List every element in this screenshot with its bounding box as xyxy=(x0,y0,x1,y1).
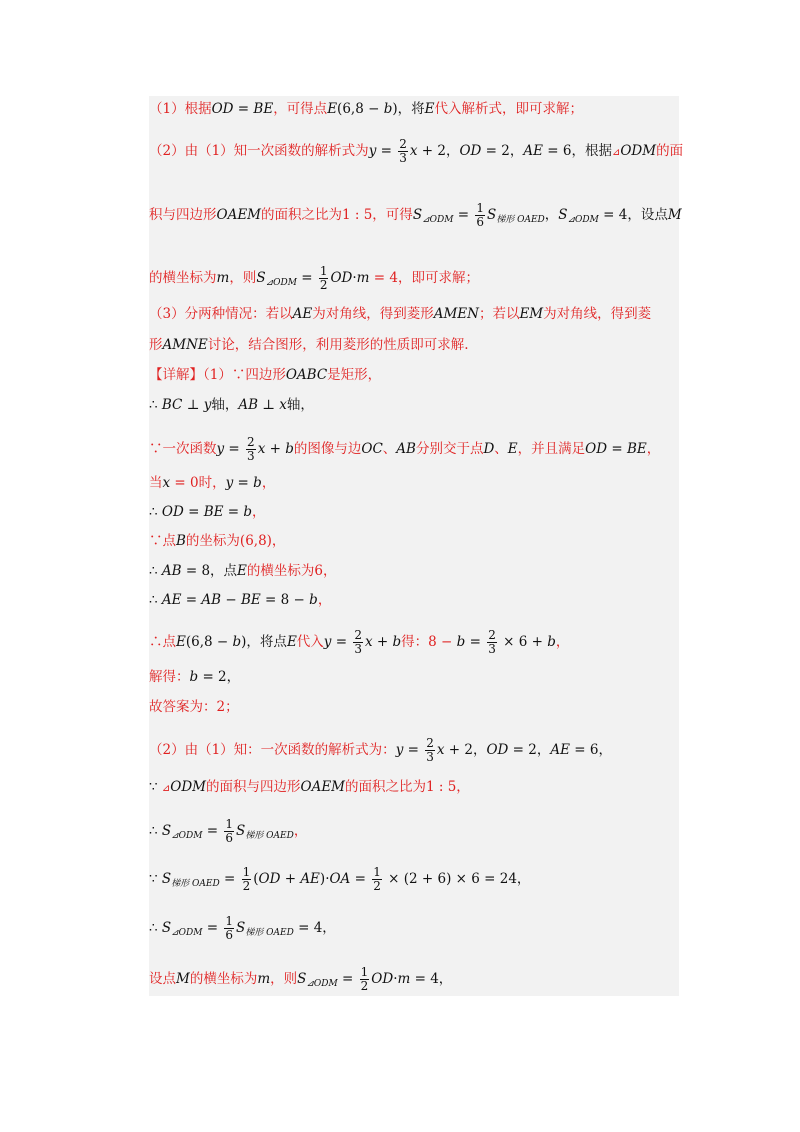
math-var: S xyxy=(161,920,172,936)
subscript: ⊿ODM xyxy=(171,928,203,938)
math-var: AE xyxy=(300,871,320,887)
math-expr: = 2， xyxy=(481,143,524,159)
math-var: x xyxy=(364,634,373,650)
text: = 0时， xyxy=(170,475,226,491)
math-var: OD xyxy=(486,742,509,758)
subscript: ⊿ODM xyxy=(306,979,338,989)
math-var: b xyxy=(232,634,242,650)
text: 代入解析式，即可求解； xyxy=(434,101,583,117)
text: 为对角线，得到菱 xyxy=(543,306,652,322)
fraction xyxy=(246,436,256,463)
math-var: b xyxy=(392,634,402,650)
fraction xyxy=(353,629,363,656)
numerator: 2 xyxy=(354,628,362,642)
math-op: · xyxy=(352,270,357,286)
detail-line-7 xyxy=(149,562,689,580)
text: 【详解】（1）∵四边形 xyxy=(149,367,286,383)
therefore-symbol: ∴ xyxy=(149,920,162,936)
math-op: ⊥ xyxy=(258,397,280,413)
denominator: 6 xyxy=(225,831,234,845)
detail-line-13 xyxy=(149,778,689,798)
text: ， xyxy=(317,592,332,608)
fraction xyxy=(224,915,234,942)
math-var: BE xyxy=(626,441,647,457)
math-var: S xyxy=(558,207,568,223)
math-expr: = 6， xyxy=(569,742,612,758)
because-symbol: ∵ xyxy=(149,871,162,887)
math-op: = xyxy=(337,971,358,987)
numerator: 2 xyxy=(488,628,496,642)
math-var: y xyxy=(216,441,225,457)
math-expr: = 4， xyxy=(410,971,453,987)
fraction xyxy=(372,866,382,893)
text: ∵点 xyxy=(149,533,176,549)
denominator: 3 xyxy=(354,642,362,656)
text: 设点 xyxy=(149,971,176,987)
math-var: OD xyxy=(585,441,608,457)
detail-line-10 xyxy=(149,668,689,686)
math-var: S xyxy=(236,920,246,936)
math-var: AE xyxy=(292,306,313,322)
math-expr: = 2， xyxy=(508,742,551,758)
detail-line-15 xyxy=(149,866,689,893)
detail-line-17 xyxy=(149,966,689,993)
math-var: BE xyxy=(240,592,261,608)
text: （2）由（1）知：一次函数的解析式为： xyxy=(149,742,396,758)
numerator: 2 xyxy=(399,137,407,151)
fraction xyxy=(487,629,497,656)
text: 的面积之比为1 : 5，可得 xyxy=(261,207,413,223)
text: = 8，点 xyxy=(181,563,238,579)
math-var: b xyxy=(547,634,556,650)
math-var: E xyxy=(176,634,186,650)
text: 的横坐标为 xyxy=(149,270,217,286)
math-var: OD xyxy=(330,270,353,286)
text: 代入 xyxy=(296,634,324,650)
math-op: = xyxy=(403,742,424,758)
subscript: 梯形 OAED xyxy=(496,215,545,225)
subscript: ⊿ODM xyxy=(422,215,454,225)
numerator: 1 xyxy=(360,965,369,979)
math-var: b xyxy=(456,634,466,650)
triangle-symbol: ⊿ xyxy=(161,783,171,794)
math-expr: (6,8 − xyxy=(185,634,233,650)
math-op: = xyxy=(233,101,254,117)
detail-line-2 xyxy=(149,396,689,414)
math-op: ， xyxy=(544,207,559,223)
text: ∵一次函数 xyxy=(149,441,217,457)
math-var: AB xyxy=(161,563,182,579)
numerator: 1 xyxy=(319,264,328,278)
math-var: EM xyxy=(519,306,544,322)
text: 是矩形， xyxy=(327,367,382,383)
math-var: OD xyxy=(211,101,234,117)
numerator: 1 xyxy=(225,914,234,928)
text: 讨论，结合图形，利用菱形的性质即可求解. xyxy=(207,337,469,353)
math-var: m xyxy=(216,270,230,286)
math-var: OABC xyxy=(285,367,328,383)
because-symbol: ∵ xyxy=(149,779,162,795)
math-op: + xyxy=(280,871,301,887)
math-var: x xyxy=(279,397,287,413)
detail-line-6 xyxy=(149,532,689,550)
math-var: m xyxy=(257,971,271,987)
math-var: OD xyxy=(258,871,281,887)
text: ，并且满足 xyxy=(517,441,586,457)
text: 轴， xyxy=(286,397,314,413)
text: ， xyxy=(261,475,276,491)
math-var: OAEM xyxy=(300,779,345,795)
math-var: y xyxy=(395,742,404,758)
math-var: M xyxy=(176,971,190,987)
analysis-line-1 xyxy=(149,100,689,118)
math-expr: = 8 − xyxy=(260,592,310,608)
math-var: AE xyxy=(550,742,570,758)
math-var: AE xyxy=(161,592,182,608)
analysis-line-2 xyxy=(149,138,689,165)
math-var: b xyxy=(189,669,199,685)
math-var: OD xyxy=(161,504,184,520)
numerator: 1 xyxy=(373,865,381,879)
text: ，可得点 xyxy=(273,101,328,117)
math-var: b xyxy=(285,441,294,457)
denominator: 2 xyxy=(373,879,381,893)
text: 、 xyxy=(494,441,508,457)
text: 分别交于点 xyxy=(415,441,484,457)
math-var: x xyxy=(436,742,445,758)
text: 得：8 − xyxy=(401,634,457,650)
detail-line-11 xyxy=(149,698,689,716)
math-op: = xyxy=(181,592,202,608)
math-var: E xyxy=(286,634,297,650)
text: （1）根据 xyxy=(149,101,212,117)
math-op: = xyxy=(202,920,223,936)
math-expr: = 2， xyxy=(198,669,241,685)
subscript: 梯形 OAED xyxy=(245,831,294,841)
fraction xyxy=(475,202,485,229)
text: 积与四边形 xyxy=(149,207,217,223)
math-op: · xyxy=(393,971,398,987)
denominator: 3 xyxy=(426,750,434,764)
math-var: AMEN xyxy=(433,306,479,322)
math-op: = xyxy=(183,504,204,520)
detail-line-16 xyxy=(149,915,689,942)
text: 当 xyxy=(149,475,163,491)
math-var: E xyxy=(327,101,338,117)
analysis-line-6 xyxy=(149,336,689,354)
math-var: b xyxy=(253,475,262,491)
detail-line-12 xyxy=(149,737,689,764)
math-var: OA xyxy=(329,871,351,887)
math-expr: (6,8 − xyxy=(337,101,384,117)
math-expr: )· xyxy=(319,871,330,887)
text: 的面积之比为1 : 5， xyxy=(345,779,470,795)
subscript: ⊿ODM xyxy=(567,215,599,225)
detail-line-1 xyxy=(149,366,689,384)
math-op: = xyxy=(350,871,371,887)
math-op: = xyxy=(607,441,627,457)
math-var: S xyxy=(236,823,246,839)
math-op: = xyxy=(376,143,397,159)
math-var: m xyxy=(397,971,411,987)
math-var: S xyxy=(297,971,307,987)
numerator: 1 xyxy=(225,817,234,831)
math-var: y xyxy=(203,397,212,413)
text: 为对角线，得到菱形 xyxy=(312,306,434,322)
math-op: = xyxy=(233,475,254,491)
detail-line-3 xyxy=(149,436,689,463)
text: 形 xyxy=(149,337,163,353)
text: 的面积与四边形 xyxy=(206,779,301,795)
math-var: OC xyxy=(361,441,383,457)
math-op: = xyxy=(223,504,244,520)
detail-line-8 xyxy=(149,591,689,609)
math-var: S xyxy=(161,871,172,887)
denominator: 2 xyxy=(242,879,251,893)
numerator: 2 xyxy=(247,435,255,449)
math-var: y xyxy=(225,475,234,491)
detail-line-9 xyxy=(149,629,689,656)
text: 解得： xyxy=(149,669,190,685)
math-var: AB xyxy=(201,592,222,608)
text: ， xyxy=(293,823,308,839)
text: 的图像与边 xyxy=(293,441,362,457)
text: ， xyxy=(555,634,570,650)
math-op: = xyxy=(453,207,474,223)
math-var: E xyxy=(237,563,247,579)
denominator: 3 xyxy=(488,642,496,656)
fraction xyxy=(242,866,252,893)
numerator: 1 xyxy=(242,865,251,879)
math-op: = xyxy=(219,871,240,887)
text: ，则 xyxy=(229,270,257,286)
math-op: = xyxy=(224,441,245,457)
math-var: ODM xyxy=(620,143,657,159)
math-expr: )，将 xyxy=(392,101,425,117)
text: （2）由（1）知一次函数的解析式为 xyxy=(149,143,369,159)
subscript: 梯形 OAED xyxy=(245,928,294,938)
math-var: y xyxy=(323,634,332,650)
text: 故答案为：2； xyxy=(149,699,239,715)
math-var: b xyxy=(309,592,318,608)
therefore-symbol: ∴ xyxy=(149,592,162,608)
fraction xyxy=(425,737,435,764)
math-var: ODM xyxy=(170,779,206,795)
detail-line-14 xyxy=(149,818,689,845)
denominator: 6 xyxy=(225,928,234,942)
math-expr: ( xyxy=(253,871,259,887)
math-var: S xyxy=(256,270,266,286)
numerator: 2 xyxy=(426,736,434,750)
math-var: AMNE xyxy=(162,337,208,353)
math-op: ⊥ xyxy=(182,397,204,413)
therefore-symbol: ∴ xyxy=(149,504,162,520)
triangle-symbol: ⊿ xyxy=(611,147,621,158)
math-var: y xyxy=(368,143,377,159)
math-var: E xyxy=(424,101,435,117)
fraction xyxy=(398,138,408,165)
math-var: OD xyxy=(459,143,482,159)
math-expr: = 4， xyxy=(293,920,336,936)
math-var: AE xyxy=(523,143,543,159)
math-var: m xyxy=(356,270,370,286)
math-var: M xyxy=(667,207,682,223)
math-var: BE xyxy=(203,504,224,520)
math-var: D xyxy=(483,441,495,457)
denominator: 6 xyxy=(476,215,484,229)
math-expr: = 4，设点 xyxy=(598,207,668,223)
math-expr: )，将点 xyxy=(241,634,287,650)
analysis-line-3 xyxy=(149,202,689,229)
math-var: S xyxy=(486,207,497,223)
math-expr: = 6，根据 xyxy=(542,143,612,159)
numerator: 1 xyxy=(476,201,484,215)
therefore-symbol: ∴ xyxy=(149,823,162,839)
math-op: = xyxy=(296,270,317,286)
text: 、 xyxy=(382,441,397,457)
math-op: − xyxy=(221,592,241,608)
text: ，则 xyxy=(270,971,298,987)
math-var: S xyxy=(161,823,172,839)
math-var: S xyxy=(412,207,423,223)
fraction xyxy=(319,265,329,292)
analysis-line-4 xyxy=(149,265,689,292)
math-op: = xyxy=(202,823,223,839)
math-var: B xyxy=(176,533,186,549)
therefore-symbol: ∴ xyxy=(149,563,162,579)
math-var: AB xyxy=(238,397,258,413)
denominator: 3 xyxy=(247,449,255,463)
text: 的横坐标为6， xyxy=(246,563,337,579)
math-op: + xyxy=(372,634,393,650)
detail-line-4 xyxy=(149,474,689,492)
denominator: 3 xyxy=(399,151,407,165)
subscript: ⊿ODM xyxy=(265,278,297,288)
math-op: = xyxy=(331,634,352,650)
subscript: ⊿ODM xyxy=(171,831,203,841)
therefore-symbol: ∴ xyxy=(149,397,162,413)
math-expr: × 6 + xyxy=(498,634,548,650)
analysis-line-5 xyxy=(149,305,689,323)
text: 的面 xyxy=(656,143,684,159)
math-var: x xyxy=(257,441,266,457)
text: ∴点 xyxy=(149,634,176,650)
math-var: BE xyxy=(253,101,274,117)
text: 的横坐标为 xyxy=(189,971,258,987)
text: ， xyxy=(646,441,661,457)
detail-line-5 xyxy=(149,503,689,521)
math-var: b xyxy=(243,504,253,520)
subscript: 梯形 OAED xyxy=(171,879,220,889)
math-var: x xyxy=(409,143,418,159)
math-var: x xyxy=(162,475,171,491)
math-expr: + 2， xyxy=(417,143,460,159)
math-var: OD xyxy=(371,971,394,987)
math-op: + xyxy=(265,441,286,457)
text: （3）分两种情况：若以 xyxy=(149,306,293,322)
fraction xyxy=(360,966,370,993)
text: = 4，即可求解； xyxy=(369,270,479,286)
text: 的坐标为(6,8)， xyxy=(185,533,286,549)
math-op: = xyxy=(465,634,486,650)
math-var: BC xyxy=(161,397,183,413)
text: ；若以 xyxy=(478,306,520,322)
math-var: b xyxy=(383,101,393,117)
math-var: E xyxy=(507,441,518,457)
text: ， xyxy=(252,504,266,520)
denominator: 2 xyxy=(319,278,328,292)
math-var: OAEM xyxy=(216,207,261,223)
math-expr: × (2 + 6) × 6 = 24， xyxy=(383,871,531,887)
math-var: AB xyxy=(396,441,416,457)
denominator: 2 xyxy=(360,979,369,993)
text: 轴， xyxy=(211,397,239,413)
fraction xyxy=(224,818,234,845)
math-expr: + 2， xyxy=(444,742,487,758)
